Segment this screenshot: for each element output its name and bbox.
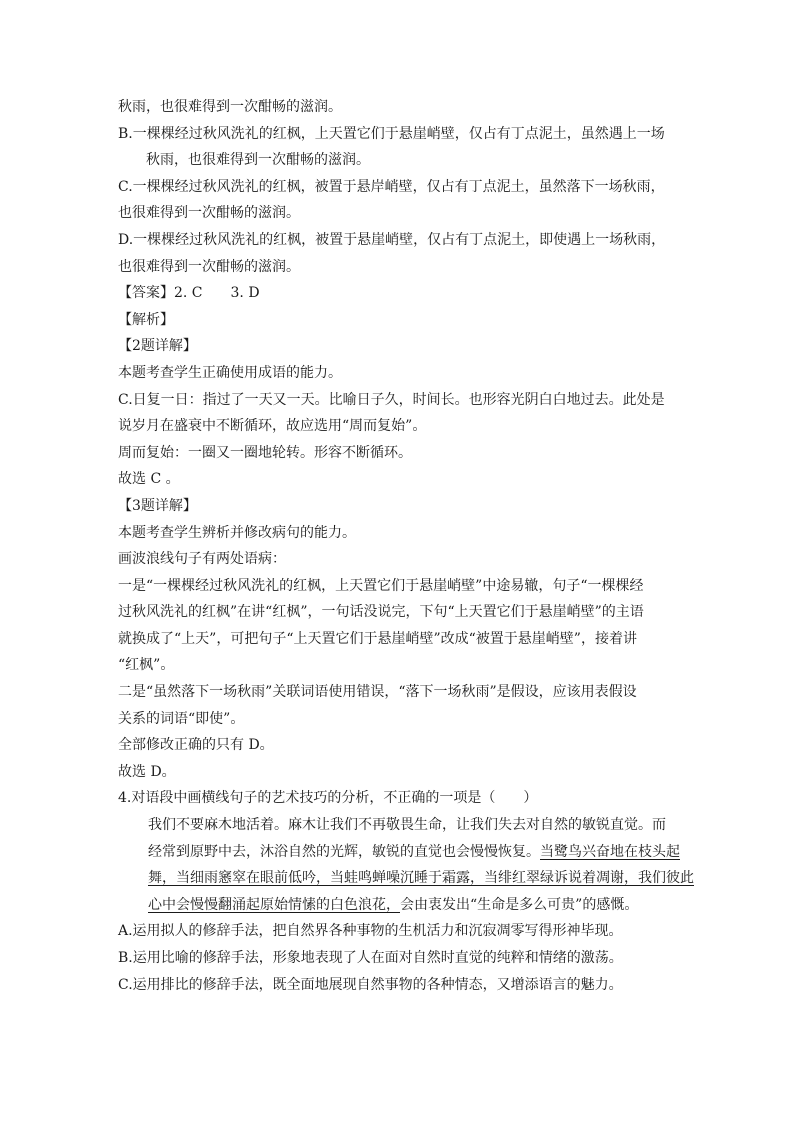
q4-option-b: B.运用比喻的修辞手法，形象地表现了人在面对自然时直觉的纯粹和情绪的激荡。: [118, 950, 623, 966]
q2-line: 周而复始：一圈又一圈地轮转。形容不断循环。: [118, 444, 412, 461]
q4-option-c: C.运用排比的修辞手法，既全面地展现自然事物的各种情态，又增添语言的魅力。: [118, 976, 623, 993]
passage-line: [118, 865, 694, 892]
page-content: [118, 94, 694, 998]
q2-heading: 【2题详解】: [118, 338, 197, 355]
answer-line: 【答案】2. C 3. D: [118, 285, 260, 302]
passage-line: [118, 839, 678, 866]
q3-line: 故选 D。: [118, 763, 176, 780]
option-c: C.一棵棵经过秋风洗礼的红枫，被置于悬岸峭壁，仅占有丁点泥土，虽然落下一场秋雨，: [118, 178, 665, 195]
option-line: 秋雨，也很难得到一次酣畅的滋润。: [146, 152, 370, 169]
passage-line: 我们不要麻木地活着。麻木让我们不再敬畏生命，让我们失去对自然的敏锐直觉。而: [148, 817, 666, 834]
q3-heading: 【3题详解】: [118, 497, 197, 514]
passage-text: 经常到原野中去，沐浴自然的光辉，敏锐的直觉也会慢慢恢复。: [148, 843, 540, 860]
q2-line: C.日复一日：指过了一天又一天。比喻日子久，时间长。也形容光阴白白地过去。此处是: [118, 391, 665, 408]
option-line: 也很难得到一次酣畅的滋润。: [118, 258, 300, 275]
passage-text: 会由衷发出“生命是多么可贵”的感慨。: [400, 896, 639, 913]
q2-line: 说岁月在盛衰中不断循环，故应选用“周而复始”。: [118, 418, 427, 435]
q3-line: “红枫”。: [118, 657, 175, 674]
q3-line: 就换成了“上天”，可把句子“上天置它们于悬崖峭壁”改成“被置于悬崖峭壁”，接着讲: [118, 630, 637, 647]
passage-line: [118, 892, 678, 919]
underlined-sentence: 当鹭鸟兴奋地在枝头起: [540, 843, 680, 860]
option-b: B.一棵棵经过秋风洗礼的红枫，上天置它们于悬崖峭壁，仅占有丁点泥土，虽然遇上一场: [118, 125, 665, 142]
q3-line: 本题考查学生辨析并修改病句的能力。: [118, 524, 356, 541]
q3-line: 画波浪线句子有两处语病：: [118, 551, 286, 568]
analysis-heading: 【解析】: [118, 311, 174, 328]
q2-line: 本题考查学生正确使用成语的能力。: [118, 364, 342, 381]
option-d: D.一棵棵经过秋风洗礼的红枫，被置于悬崖峭壁，仅占有丁点泥土，即使遇上一场秋雨，: [118, 231, 666, 248]
q3-line: 二是“虽然落下一场秋雨”关联词语使用错误，“落下一场秋雨”是假设，应该用表假设: [118, 684, 637, 701]
q2-line: 故选 C 。: [118, 471, 180, 488]
underlined-sentence: 心中会慢慢翻涌起原始情愫的白色浪花，: [148, 896, 400, 913]
q3-line: 过秋风洗礼的红枫”在讲“红枫”，一句话没说完，下句“上天置它们于悬崖峭壁”的主语: [118, 604, 644, 621]
q3-line: 关系的词语“即使”。: [118, 710, 245, 727]
q4-stem: 4.对语段中画横线句子的艺术技巧的分析，不正确的一项是（ ）: [118, 790, 538, 807]
option-line: 秋雨，也很难得到一次酣畅的滋润。: [118, 99, 342, 115]
q3-line: 全部修改正确的只有 D。: [118, 737, 274, 754]
option-line: 也很难得到一次酣畅的滋润。: [118, 205, 300, 222]
underlined-sentence: 舞，当细雨窸窣在眼前低吟，当蛙鸣蝉噪沉睡于霜露，当绯红翠绿诉说着凋谢，我们彼此: [148, 870, 694, 887]
q3-line: 一是“一棵棵经过秋风洗礼的红枫，上天置它们于悬崖峭壁”中途易辙，句子“一棵棵经: [118, 577, 644, 594]
q4-option-a: A.运用拟人的修辞手法，把自然界各种事物的生机活力和沉寂凋零写得形神毕现。: [118, 923, 623, 940]
